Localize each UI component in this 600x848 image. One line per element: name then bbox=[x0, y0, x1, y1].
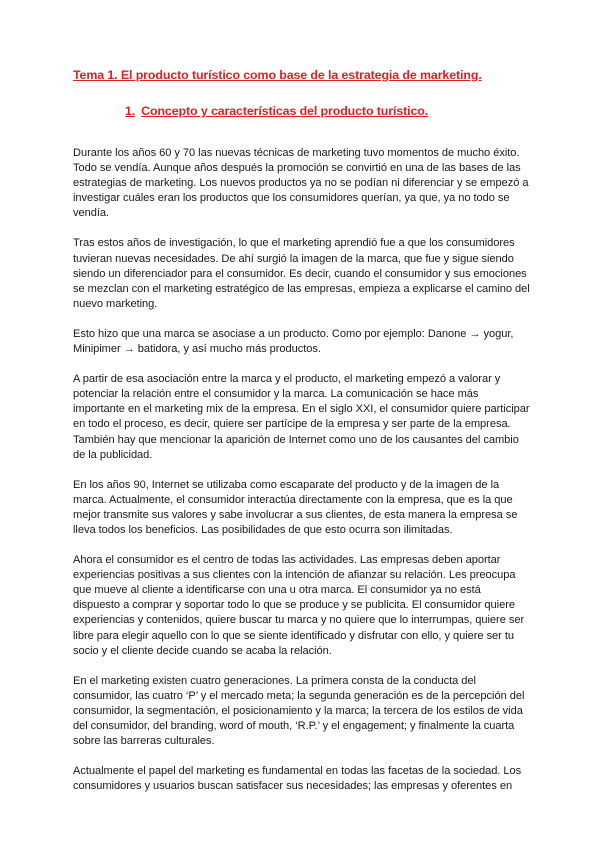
paragraph-5: En los años 90, Internet se utilizaba como escaparate del producto y de la imagen de la marca. Actualmente, el consumidor interactúa directamente con la empresa, que es la que mejor transmite sus valores y sabe involucrar a sus clientes, de esta manera la empresa se lleva todos los beneficios. Las posibilidades de que esto ocurra son ilimitadas. bbox=[73, 478, 518, 536]
paragraph-1: Durante los años 60 y 70 las nuevas técnicas de marketing tuvo momentos de mucho éxito. Todo se vendía. Aunque años después la promoción se convirtió en una de las bases de las estrategias de marketing. Los nuevos productos ya no se podían ni diferenciar y se empezó a investigar cuáles eran los productos que los consumidores querían, ya que, ya no todo se vendía. bbox=[73, 147, 529, 220]
paragraph-7: En el marketing existen cuatro generaciones. La primera consta de la conducta del consumidor, las cuatro ‘P’ y el mercado meta; la segunda generación es de la percepción del consumidor, la segmentación, el posicionamiento y la marca; la tercera de los estilos de vida del consumidor, del branding, word of mouth, ‘R.P.’ y el engagement; y finalmente la cuarta sobre las barreras culturales. bbox=[73, 674, 525, 748]
paragraph-8: Actualmente el papel del marketing es fundamental en todas las facetas de la sociedad. Los consumidores y usuarios buscan satisfacer sus necesidades; las empresas y oferentes en bbox=[73, 765, 522, 793]
section-heading bbox=[125, 104, 530, 118]
paragraph-3: Esto hizo que una marca se asociase a un producto. Como por ejemplo: Danone → yogur, Minipimer → batidora, y así mucho más productos. bbox=[73, 327, 514, 356]
paragraph-4: A partir de esa asociación entre la marca y el producto, el marketing empezó a valorar y potenciar la relación entre el consumidor y la marca. La comunicación se hace más importante en el marketing mix de la empresa. En el siglo XXI, el consumidor quiere participar en todo el proceso, es decir, quiere ser partícipe de la empresa y ser parte de la empresa. También hay que mencionar la aparición de Internet como uno de los causantes del cambio de la publicidad. bbox=[73, 373, 530, 461]
section-title: Concepto y características del producto turístico. bbox=[141, 104, 429, 118]
paragraph-2: Tras estos años de investigación, lo que el marketing aprendió fue a que los consumidores tuvieran nuevas necesidades. De ahí surgió la imagen de la marca, que fue y sigue siendo siendo un diferenciador para el consumidor. Es decir, cuando el consumidor y sus emociones se mezclan con el marketing estratégico de las empresas, empieza a explicarse el camino del nuevo marketing. bbox=[73, 237, 530, 310]
section-number: 1. bbox=[125, 104, 136, 118]
document-title: Tema 1. El producto turístico como base de la estrategia de marketing. bbox=[73, 68, 482, 82]
document-body bbox=[73, 146, 530, 794]
paragraph-6: Ahora el consumidor es el centro de todas las actividades. Las empresas deben aportar experiencias positivas a sus clientes con la intención de afianzar su relación. Les preocupa que mueve al cliente a identificarse con una u otra marca. El consumidor ya no está dispuesto a comprar y soportar todo lo que se produce y se publicita. El consumidor quiere experiencias y contenidos, quiere buscar tu marca y no quiere que lo interrumpas, quiere ser libre para elegir aquello con lo que se siente identificado y disfrutar con ello, y quiere ser tu socio y el cliente decide cuando se acaba la relación. bbox=[73, 554, 525, 657]
